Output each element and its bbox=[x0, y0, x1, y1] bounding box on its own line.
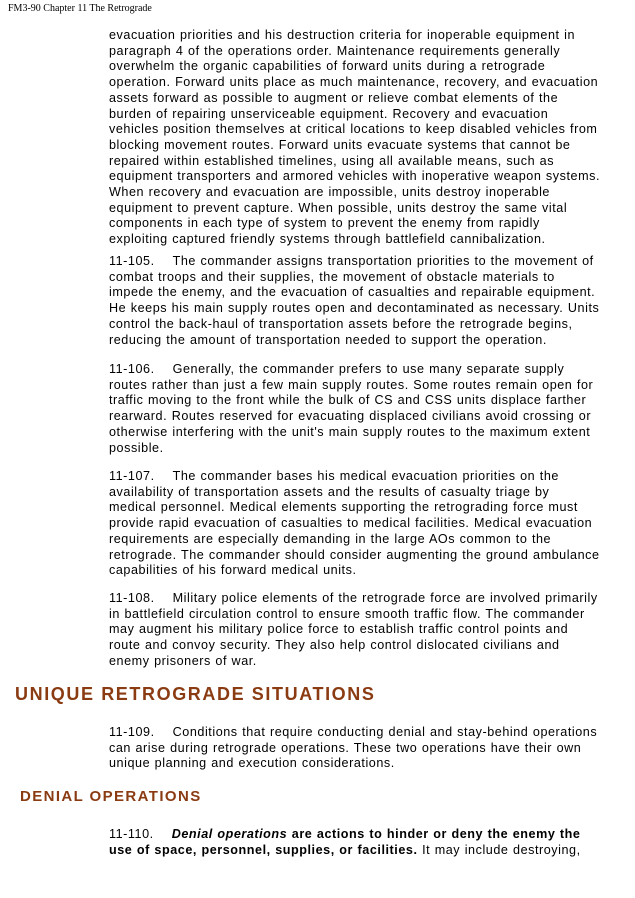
paragraph-11-110 bbox=[109, 827, 601, 858]
paragraph-text: Generally, the commander prefers to use many separate supply routes rather than just a few main supply routes. Some routes remain open for traffic moving to the front while the bulk of CS and CSS units displace farther rearward. Routes reserved for evacuating displaced civilians avoid crossing or otherwise interfering with the unit's main supply routes to the maximum extent possible. bbox=[109, 362, 594, 455]
term-definition: are actions to hinder or deny the enemy the use of space, personnel, supplies, or facilities. bbox=[109, 827, 581, 857]
paragraph-intro: evacuation priorities and his destruction criteria for inoperable equipment in paragraph 4 of the operations order. Maintenance requirements generally overwhelm the organic capabilities of forward units during a retrograde operation. Forward units place as much maintenance, recovery, and evacuation assets forward as possible to augment or relieve combat elements of the burden of repairing unserviceable equipment. Recovery and evacuation vehicles position themselves at critical locations to keep disabled vehicles from blocking movement routes. Forward units evacuate systems that cannot be repaired within established timelines, using all available means, such as equipment transporters and armored vehicles with inoperative weapon systems. When recovery and evacuation are impossible, units destroy inoperable equipment to prevent capture. When possible, units destroy the same vital components in each type of system to prevent the enemy from rapidly exploiting captured friendly systems through battlefield cannibalization. bbox=[109, 28, 601, 247]
paragraph-number: 11-110. bbox=[109, 827, 154, 841]
paragraph-text: Conditions that require conducting denial and stay-behind operations can arise during retrograde operations. These two operations have their own unique planning and execution considerations. bbox=[109, 725, 598, 771]
running-header: FM3-90 Chapter 11 The Retrograde bbox=[8, 3, 152, 14]
paragraph-text: The commander assigns transportation priorities to the movement of combat troops and their supplies, the movement of obstacle materials to impede the enemy, and the evacuation of casualties and repairable equipment. He keeps his main supply routes open and decontaminated as necessary. Units control the back-haul of transportation assets before the retrograde begins, reducing the amount of transportation needed to support the operation. bbox=[109, 254, 600, 347]
paragraph-text: The commander bases his medical evacuation priorities on the availability of transportation assets and the results of casualty triage by medical personnel. Medical elements supporting the retrograding force must provide rapid evacuation of casualties to medical facilities. Medical evacuation requirements are especially demanding in the large AOs common to the retrograde. The commander should consider augmenting the ground ambulance capabilities of his forward medical units. bbox=[109, 469, 600, 578]
paragraph-number: 11-108. bbox=[109, 591, 155, 605]
paragraph-number: 11-109. bbox=[109, 725, 155, 739]
paragraph-number: 11-106. bbox=[109, 362, 155, 376]
paragraph-11-106 bbox=[109, 362, 601, 456]
paragraph-11-108 bbox=[109, 591, 601, 670]
paragraph-11-105 bbox=[109, 254, 601, 348]
paragraph-text: It may include destroying, bbox=[417, 842, 581, 857]
section-heading-unique-retrograde-situations: UNIQUE RETROGRADE SITUATIONS bbox=[15, 684, 376, 704]
paragraph-number: 11-105. bbox=[109, 254, 155, 268]
paragraph-11-107 bbox=[109, 469, 601, 579]
paragraph-number: 11-107. bbox=[109, 469, 155, 483]
paragraph-text: Military police elements of the retrograde force are involved primarily in battlefield circulation control to ensure smooth traffic flow. The commander may augment his military police force to establish traffic control points and route and convoy security. They also help control dislocated civilians and enemy prisoners of war. bbox=[109, 591, 598, 668]
paragraph-11-109 bbox=[109, 725, 601, 772]
defined-term: Denial operations bbox=[171, 827, 288, 841]
section-heading-denial-operations: DENIAL OPERATIONS bbox=[20, 788, 202, 805]
